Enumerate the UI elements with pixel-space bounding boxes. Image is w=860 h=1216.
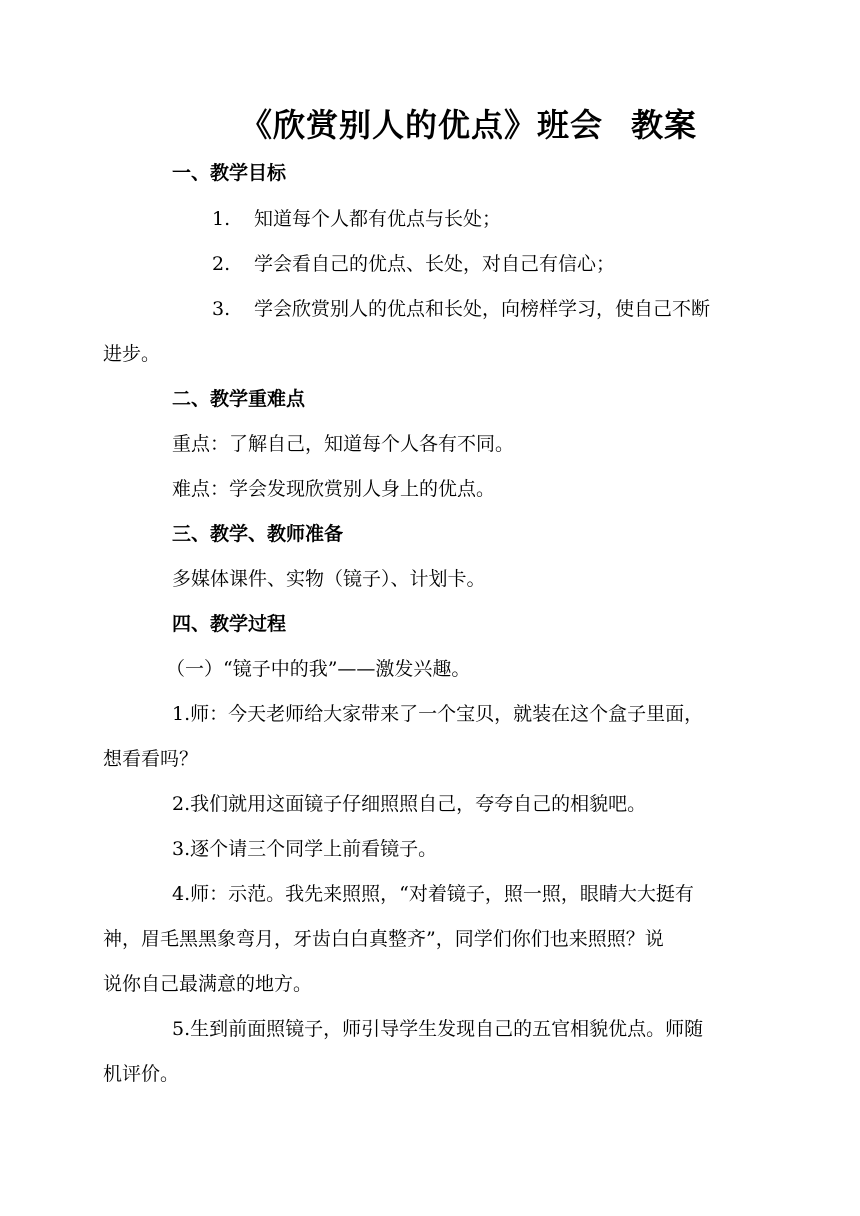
goal-item: 1. 知道每个人都有优点与长处； [212,208,502,230]
title-tail: 教案 [631,106,698,144]
section-heading-goals: 一、教学目标 [172,162,287,184]
process-step-1: 1.师：今天老师给大家带来了一个宝贝，就装在这个盒子里面， [172,703,704,725]
difficult-point-text: 难点：学会发现欣赏别人身上的优点。 [172,478,496,500]
title-main: 《欣赏别人的优点》班会 [240,106,604,144]
process-step-4-continuation: 神，眉毛黑黑象弯月，牙齿白白真整齐”，同学们你们也来照照？说 [103,928,664,950]
document-title [240,100,800,146]
process-step-4: 4.师：示范。我先来照照，“对着镜子，照一照，眼睛大大挺有 [172,883,694,905]
process-part-heading: （一）“镜子中的我”——激发兴趣。 [166,658,471,680]
process-step-1-continuation: 想看看吗？ [103,748,199,770]
preparation-text: 多媒体课件、实物（镜子）、计划卡。 [172,568,486,590]
process-step-3: 3.逐个请三个同学上前看镜子。 [172,838,438,860]
goal-item: 3. 学会欣赏别人的优点和长处，向榜样学习，使自己不断 [212,298,711,320]
section-heading-key-points: 二、教学重难点 [172,388,306,410]
goal-item-continuation: 进步。 [103,343,161,365]
process-step-5-continuation: 机评价。 [103,1063,180,1085]
process-step-2: 2.我们就用这面镜子仔细照照自己，夸夸自己的相貌吧。 [172,793,647,815]
process-step-5: 5.生到前面照镜子，师引导学生发现自己的五官相貌优点。师随 [172,1018,704,1040]
key-point-text: 重点：了解自己，知道每个人各有不同。 [172,433,515,455]
goal-item: 2. 学会看自己的优点、长处，对自己有信心； [212,253,616,275]
section-heading-preparation: 三、教学、教师准备 [172,523,344,545]
section-heading-process: 四、教学过程 [172,613,287,635]
process-step-4-continuation: 说你自己最满意的地方。 [103,973,313,995]
